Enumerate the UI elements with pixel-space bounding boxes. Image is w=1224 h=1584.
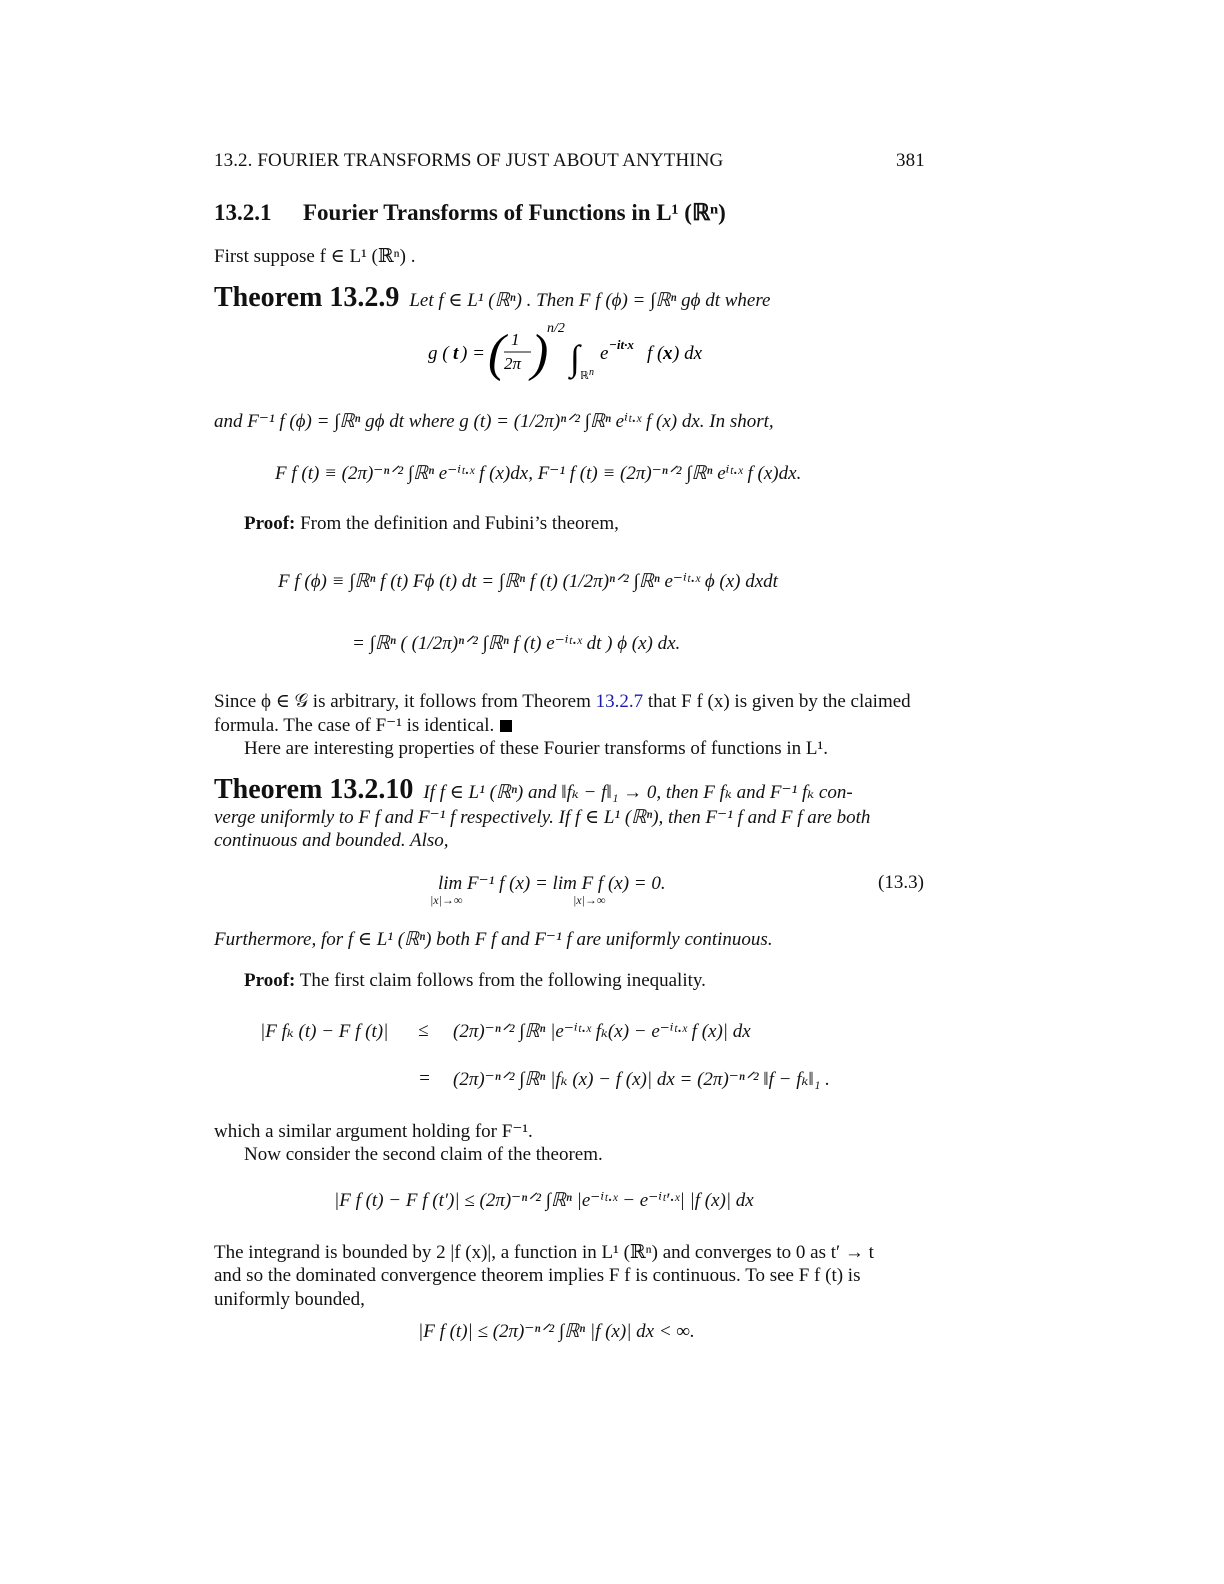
theorem-statement: Let f ∈ L¹ (ℝⁿ) . Then F f (ϕ) = ∫ℝⁿ gϕ dt where xyxy=(409,290,771,311)
svg-text:(: ( xyxy=(488,325,506,382)
similar-argument-sentence: which a similar argument holding for F⁻¹. xyxy=(214,1121,533,1142)
svg-text:−it·x: −it·x xyxy=(609,337,634,352)
qed-square-icon xyxy=(500,720,512,732)
equation-short-form: F f (t) ≡ (2π)⁻ⁿᐟ² ∫ℝⁿ e⁻ⁱᵗ·ˣ f (x)dx, F⁻¹ f (t) ≡ (2π)⁻ⁿᐟ² ∫ℝⁿ eⁱᵗ·ˣ f (x)dx. xyxy=(275,463,802,484)
page-number: 381 xyxy=(896,150,925,171)
theorem-reference-link[interactable]: 13.2.7 xyxy=(595,691,644,712)
proof-9-equation-line1: F f (ϕ) ≡ ∫ℝⁿ f (t) Fϕ (t) dt = ∫ℝⁿ f (t) (1/2π)ⁿᐟ² ∫ℝⁿ e⁻ⁱᵗ·ˣ ϕ (x) dxdt xyxy=(278,571,778,592)
running-title: 13.2. FOURIER TRANSFORMS OF JUST ABOUT ANYTHING xyxy=(214,150,724,171)
svg-text:∫: ∫ xyxy=(570,338,580,378)
svg-text:g (: g ( xyxy=(428,343,449,364)
furthermore-sentence: Furthermore, for f ∈ L¹ (ℝⁿ) both F f and F⁻¹ f are uniformly continuous. xyxy=(214,929,773,950)
equation-g-svg xyxy=(428,321,728,382)
followup-sentence: Here are interesting properties of these Fourier transforms of functions in L¹. xyxy=(244,738,828,759)
svg-text:f (: f ( xyxy=(647,343,664,364)
proof-10-intro xyxy=(244,970,706,992)
svg-text:) =: ) = xyxy=(461,343,485,364)
proof-text: From the definition and Fubini’s theorem, xyxy=(300,513,619,534)
inequality-lhs: |F fₖ (t) − F f (t)| xyxy=(260,1021,389,1042)
svg-text:1: 1 xyxy=(511,330,520,349)
proof-text: The first claim follows from the following inequality. xyxy=(299,970,706,991)
limit-subscript-1: |x|→∞ xyxy=(430,893,463,907)
svg-text:x: x xyxy=(663,343,673,364)
limit-subscript-2: |x|→∞ xyxy=(573,893,606,907)
bounded-equation: |F f (t)| ≤ (2π)⁻ⁿᐟ² ∫ℝⁿ |f (x)| dx < ∞. xyxy=(418,1321,695,1342)
conclusion-text-a: Since ϕ ∈ 𝒢 is arbitrary, it follows from Theorem xyxy=(214,691,596,712)
paragraph-line1: The integrand is bounded by 2 |f (x)|, a function in L¹ (ℝⁿ) and converges to 0 as t′ → t xyxy=(214,1242,874,1263)
proof-9-intro xyxy=(244,513,619,535)
paragraph-line2: and so the dominated convergence theorem implies F f is continuous. To see F f (t) is xyxy=(214,1265,861,1286)
theorem-10-line3: continuous and bounded. Also, xyxy=(214,830,449,851)
theorem-label: Theorem 13.2.10 xyxy=(214,774,414,805)
inequality-rhs-1: (2π)⁻ⁿᐟ² ∫ℝⁿ |e⁻ⁱᵗ·ˣ fₖ(x) − e⁻ⁱᵗ·ˣ f (x)| dx xyxy=(453,1021,751,1042)
continuity-equation: |F f (t) − F f (t′)| ≤ (2π)⁻ⁿᐟ² ∫ℝⁿ |e⁻ⁱᵗ·ˣ − e⁻ⁱᵗ′·ˣ| |f (x)| dx xyxy=(334,1190,754,1211)
svg-text:ℝ: ℝ xyxy=(580,369,589,382)
section-heading xyxy=(214,200,726,226)
section-number: 13.2.1 xyxy=(214,200,272,225)
svg-text:) dx: ) dx xyxy=(673,343,703,364)
svg-text:t: t xyxy=(453,343,459,364)
proof-9-conclusion-line2 xyxy=(214,714,512,737)
equation-number: (13.3) xyxy=(878,872,924,893)
svg-text:2π: 2π xyxy=(504,354,522,373)
paragraph-line3: uniformly bounded, xyxy=(214,1289,365,1310)
theorem-label: Theorem 13.2.9 xyxy=(214,282,400,313)
inequality-relation-2: = xyxy=(418,1068,431,1089)
svg-text:): ) xyxy=(531,325,549,382)
inequality-relation-1: ≤ xyxy=(418,1020,429,1041)
proof-9-conclusion xyxy=(214,690,911,713)
theorem-13-2-10 xyxy=(214,774,853,806)
theorem-inverse-line: and F⁻¹ f (ϕ) = ∫ℝⁿ gϕ dt where g (t) = (1/2π)ⁿᐟ² ∫ℝⁿ eⁱᵗ·ˣ f (x) dx. In short, xyxy=(214,411,774,432)
conclusion-text-b: that F f (x) is given by the claimed xyxy=(643,691,911,712)
conclusion-line2-text: formula. The case of F⁻¹ is identical. xyxy=(214,715,495,736)
theorem-10-line2: verge uniformly to F f and F⁻¹ f respectively. If f ∈ L¹ (ℝⁿ), then F⁻¹ f and F f are both xyxy=(214,807,871,828)
intro-sentence: First suppose f ∈ L¹ (ℝⁿ) . xyxy=(214,246,416,267)
section-title: Fourier Transforms of Functions in L¹ (ℝⁿ) xyxy=(303,200,726,225)
limit-equation: lim F⁻¹ f (x) = lim F f (x) = 0. xyxy=(438,873,666,894)
second-claim-sentence: Now consider the second claim of the theorem. xyxy=(244,1144,603,1165)
inequality-rhs-2: (2π)⁻ⁿᐟ² ∫ℝⁿ |fₖ (x) − f (x)| dx = (2π)⁻ⁿᐟ² ‖f − fₖ‖₁ . xyxy=(453,1069,830,1090)
proof-label: Proof: xyxy=(244,970,296,991)
theorem-line1: If f ∈ L¹ (ℝⁿ) and ‖fₖ − f‖₁ → 0, then F fₖ and F⁻¹ fₖ con- xyxy=(423,782,853,803)
svg-text:n/2: n/2 xyxy=(547,321,565,336)
svg-text:n: n xyxy=(589,367,594,378)
theorem-13-2-9 xyxy=(214,282,770,314)
proof-label: Proof: xyxy=(244,513,296,534)
proof-9-equation-line2: = ∫ℝⁿ ( (1/2π)ⁿᐟ² ∫ℝⁿ f (t) e⁻ⁱᵗ·ˣ dt ) ϕ (x) dx. xyxy=(352,633,681,654)
svg-text:e: e xyxy=(600,343,609,364)
